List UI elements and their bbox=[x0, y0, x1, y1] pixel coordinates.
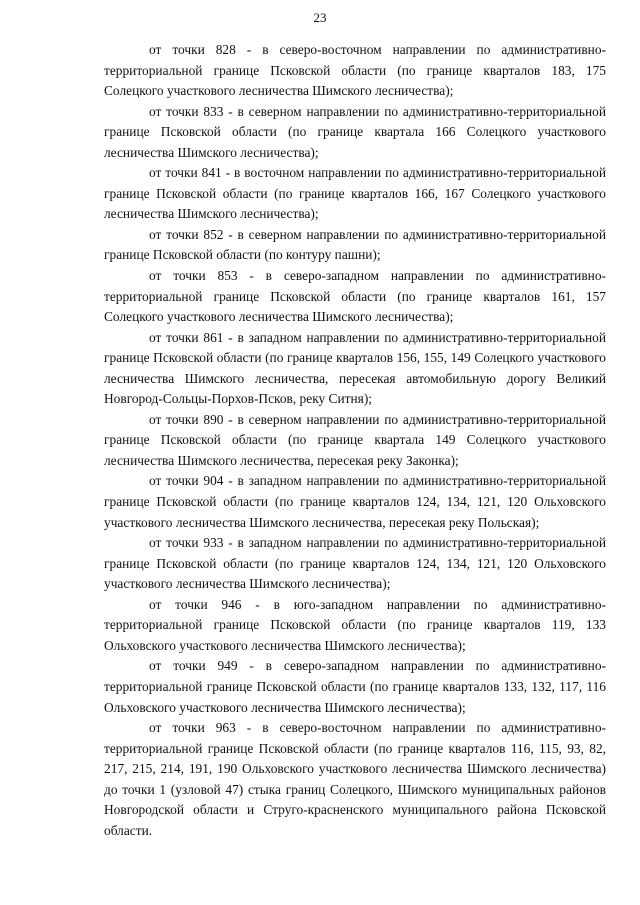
paragraph-point-833: от точки 833 - в северном направлении по административно-территориальной границе Псковской области (по границе квартала 166 Солецкого участкового лесничества Шимского лесничества); bbox=[104, 103, 606, 160]
paragraph-point-963: от точки 963 - в северо-восточном направлении по административно-территориальной границе Псковской области (по границе кварталов 116, 115, 93, 82, 217, 215, 214, 191, 190 Ольховского участкового лесничества Шимского лесничества) до точки 1 (узловой 47) стыка границ Солецкого, Шимского муниципальных районов Новгородской области и Струго-красненского муниципального района Псковской области. bbox=[104, 720, 606, 838]
paragraph-point-949: от точки 949 - в северо-западном направлении по административно-территориальной границе Псковской области (по границе кварталов 133, 132, 117, 116 Ольховского участкового лесничества Шимского лесничества); bbox=[104, 658, 606, 715]
paragraph-point-890: от точки 890 - в северном направлении по административно-территориальной границе Псковской области (по границе квартала 149 Солецкого участкового лесничества Шимского лесничества, пересекая реку Законка); bbox=[104, 411, 606, 468]
paragraph-point-861: от точки 861 - в западном направлении по административно-территориальной границе Псковской области (по границе кварталов 156, 155, 149 Солецкого участкового лесничества Шимского лесничества, пересекая автомобильную дорогу Великий Новгород-Сольцы-Порхов-Псков, реку Ситня); bbox=[104, 329, 606, 407]
paragraph-point-933: от точки 933 - в западном направлении по административно-территориальной границе Псковской области (по границе кварталов 124, 134, 121, 120 Ольховского участкового лесничества Шимского лесничества); bbox=[104, 535, 606, 592]
page-number: 23 bbox=[313, 10, 327, 25]
document-body bbox=[104, 40, 606, 841]
paragraph-point-841: от точки 841 - в восточном направлении по административно-территориальной границе Псковской области (по границе кварталов 166, 167 Солецкого участкового лесничества Шимского лесничества); bbox=[104, 165, 606, 222]
paragraph-point-828: от точки 828 - в северо-восточном направлении по административно-территориальной границе Псковской области (по границе кварталов 183, 175 Солецкого участкового лесничества Шимского лесничества); bbox=[104, 42, 606, 99]
paragraph-point-904: от точки 904 - в западном направлении по административно-территориальной границе Псковской области (по границе кварталов 124, 134, 121, 120 Ольховского участкового лесничества Шимского лесничества, пересекая реку Польская); bbox=[104, 473, 606, 530]
paragraph-point-853: от точки 853 - в северо-западном направлении по административно-территориальной границе Псковской области (по границе кварталов 161, 157 Солецкого участкового лесничества Шимского лесничества); bbox=[104, 268, 606, 325]
paragraph-point-946: от точки 946 - в юго-западном направлении по административно-территориальной границе Псковской области (по границе кварталов 119, 133 Ольховского участкового лесничества Шимского лесничества); bbox=[104, 596, 606, 653]
paragraph-point-852: от точки 852 - в северном направлении по административно-территориальной границе Псковской области (по контуру пашни); bbox=[104, 226, 606, 263]
